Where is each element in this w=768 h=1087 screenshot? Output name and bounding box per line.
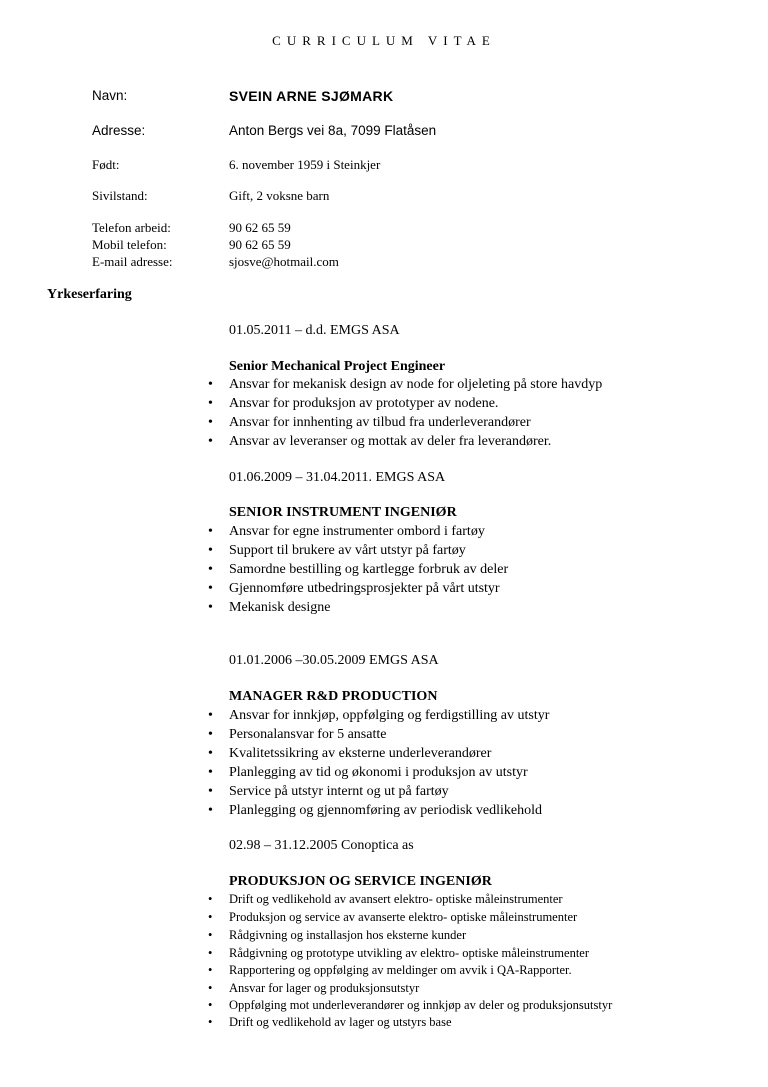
email-label: E-mail adresse: <box>92 254 173 269</box>
email-value: sjosve@hotmail.com <box>229 254 339 269</box>
list-item: • Gjennomføre utbedringsprosjekter på vårt utstyr <box>229 581 500 597</box>
list-item: • Oppfølging mot underleverandører og innkjøp av deler og produksjonsutstyr <box>229 998 612 1013</box>
list-item: • Ansvar for egne instrumenter ombord i fartøy <box>229 524 485 540</box>
list-item: • Drift og vedlikehold av lager og utstyrs base <box>229 1015 452 1030</box>
address-value: Anton Bergs vei 8a, 7099 Flatåsen <box>229 123 437 138</box>
list-item: • Planlegging og gjennomføring av periodisk vedlikehold <box>229 803 542 819</box>
list-item: • Produksjon og service av avanserte elektro- optiske måleinstrumenter <box>229 910 577 925</box>
address-label: Adresse: <box>92 123 146 138</box>
work-phone-label: Telefon arbeid: <box>92 220 171 235</box>
document-title: CURRICULUM VITAE <box>272 33 496 48</box>
job-title: Senior Mechanical Project Engineer <box>229 359 446 374</box>
list-item: • Support til brukere av vårt utstyr på fartøy <box>229 543 466 559</box>
list-item: • Ansvar av leveranser og mottak av deler fra leverandører. <box>229 434 551 450</box>
work-phone-value: 90 62 65 59 <box>229 220 291 235</box>
job-date: 01.01.2006 –30.05.2009 EMGS ASA <box>229 653 439 668</box>
job-title: MANAGER R&D PRODUCTION <box>229 689 438 704</box>
list-item: • Ansvar for lager og produksjonsutstyr <box>229 981 419 996</box>
list-item: • Kvalitetssikring av eksterne underleverandører <box>229 746 491 762</box>
job-title: SENIOR INSTRUMENT INGENIØR <box>229 505 457 520</box>
born-label: Født: <box>92 157 120 172</box>
list-item: • Rådgivning og installasjon hos eksterne kunder <box>229 928 466 943</box>
born-value: 6. november 1959 i Steinkjer <box>229 157 381 172</box>
name-label: Navn: <box>92 88 128 103</box>
section-title-work-experience: Yrkeserfaring <box>47 287 132 302</box>
list-item: • Ansvar for mekanisk design av node for oljeleting på store havdyp <box>229 377 602 393</box>
list-item: • Samordne bestilling og kartlegge forbruk av deler <box>229 562 508 578</box>
list-item: • Personalansvar for 5 ansatte <box>229 727 386 743</box>
job-title: PRODUKSJON OG SERVICE INGENIØR <box>229 874 492 889</box>
mobile-value: 90 62 65 59 <box>229 237 291 252</box>
list-item: • Mekanisk designe <box>229 600 330 616</box>
mobile-label: Mobil telefon: <box>92 237 167 252</box>
list-item: • Ansvar for innkjøp, oppfølging og ferdigstilling av utstyr <box>229 708 549 724</box>
list-item: • Rådgivning og prototype utvikling av elektro- optiske måleinstrumenter <box>229 946 589 961</box>
list-item: • Drift og vedlikehold av avansert elektro- optiske måleinstrumenter <box>229 892 563 907</box>
job-date: 01.05.2011 – d.d. EMGS ASA <box>229 323 400 338</box>
marital-label: Sivilstand: <box>92 188 148 203</box>
list-item: • Planlegging av tid og økonomi i produksjon av utstyr <box>229 765 528 781</box>
list-item: • Service på utstyr internt og ut på fartøy <box>229 784 449 800</box>
list-item: • Ansvar for produksjon av prototyper av nodene. <box>229 396 498 412</box>
marital-value: Gift, 2 voksne barn <box>229 188 330 203</box>
list-item: • Ansvar for innhenting av tilbud fra underleverandører <box>229 415 531 431</box>
job-date: 02.98 – 31.12.2005 Conoptica as <box>229 838 414 853</box>
name-value: SVEIN ARNE SJØMARK <box>229 88 394 104</box>
list-item: • Rapportering og oppfølging av meldinger om avvik i QA-Rapporter. <box>229 963 572 978</box>
job-date: 01.06.2009 – 31.04.2011. EMGS ASA <box>229 470 446 485</box>
